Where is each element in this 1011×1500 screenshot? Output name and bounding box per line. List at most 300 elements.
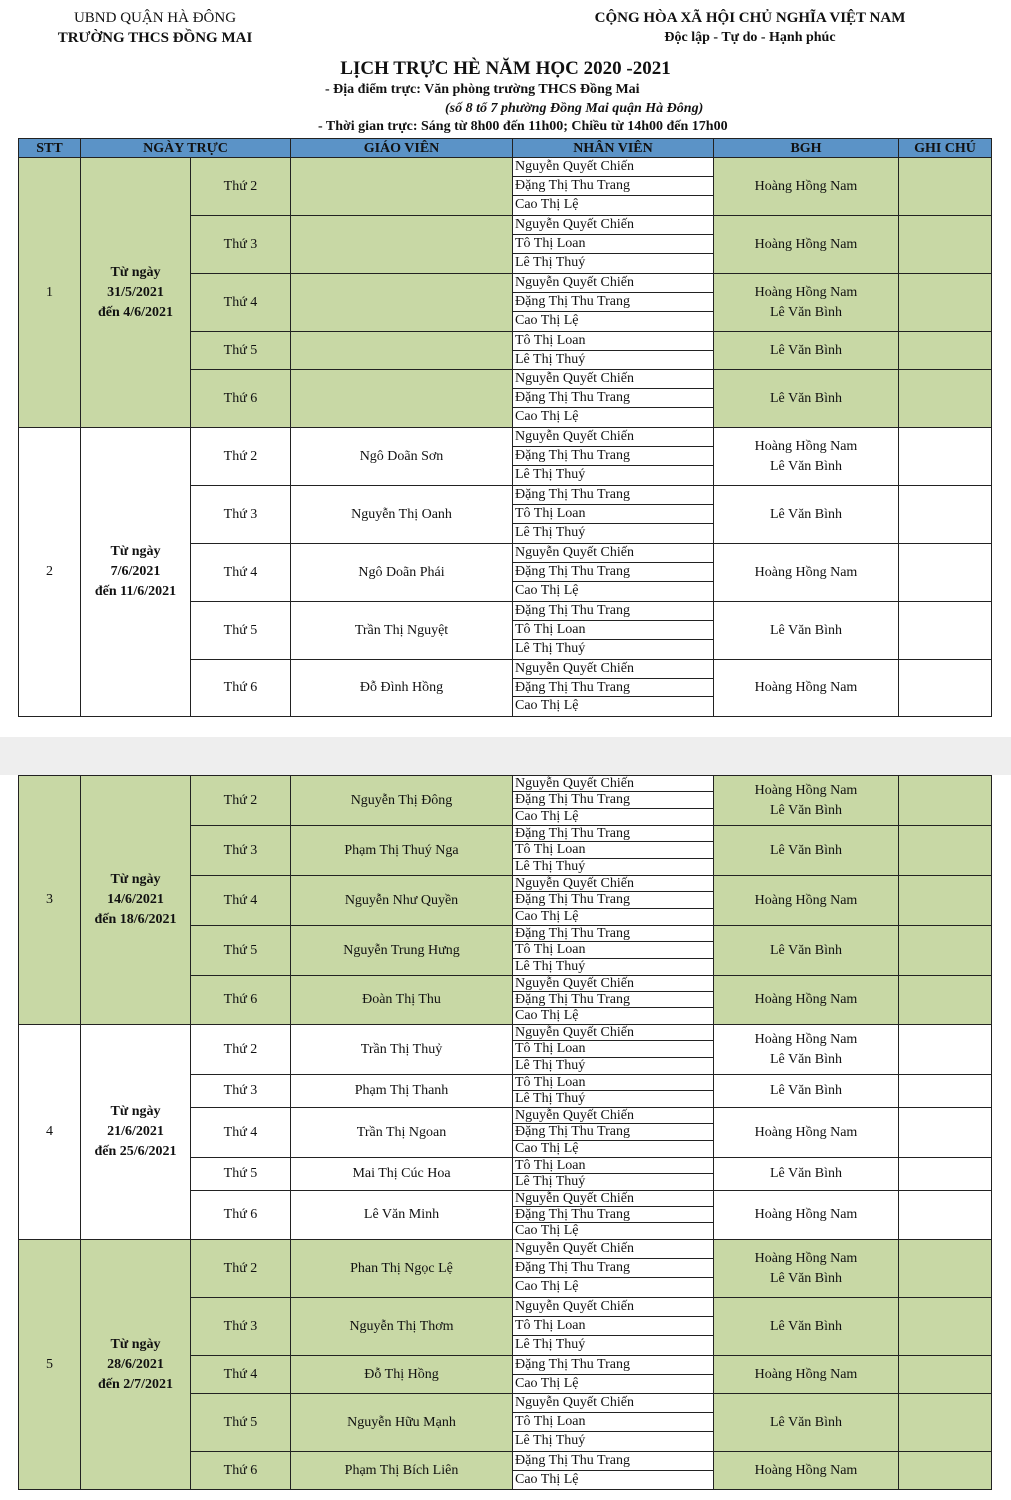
staff-name: Cao Thị Lệ — [515, 1008, 579, 1023]
day-cell: Thứ 6 — [191, 370, 291, 428]
bgh-cell — [714, 486, 899, 544]
teacher-cell: Ngô Doãn Sơn — [291, 428, 513, 486]
staff-cell — [513, 274, 714, 332]
staff-cell — [513, 1108, 714, 1158]
day-cell: Thứ 3 — [191, 216, 291, 274]
staff-name: Nguyễn Quyết Chiến — [513, 544, 713, 563]
note-cell — [899, 1158, 992, 1191]
day-cell: Thứ 4 — [191, 1108, 291, 1158]
teacher-cell: Nguyễn Như Quyền — [291, 876, 513, 926]
day-cell: Thứ 6 — [191, 1191, 291, 1240]
teacher-cell: Nguyễn Thị Đông — [291, 776, 513, 826]
staff-name: Nguyễn Quyết Chiến — [513, 274, 713, 293]
staff-name: Đặng Thị Thu Trang — [513, 792, 713, 808]
note-cell — [899, 1108, 992, 1158]
bgh-cell — [714, 776, 899, 826]
period-cell — [81, 776, 191, 1025]
note-cell — [899, 826, 992, 876]
staff-cell — [513, 1394, 714, 1452]
note-cell — [899, 332, 992, 370]
bgh-cell — [714, 1240, 899, 1298]
staff-list — [513, 602, 713, 659]
day-cell: Thứ 4 — [191, 1356, 291, 1394]
note-cell — [899, 158, 992, 216]
teacher-cell: Lê Văn Minh — [291, 1191, 513, 1240]
staff-cell — [513, 1075, 714, 1108]
staff-name: Lê Thị Thuý — [515, 858, 586, 874]
staff-name: Tô Thị Loan — [513, 1413, 713, 1432]
stt-cell: 5 — [19, 1240, 81, 1490]
staff-list — [513, 776, 713, 825]
bgh-cell — [714, 926, 899, 976]
note-cell — [899, 602, 992, 660]
staff-name: Cao Thị Lệ — [515, 808, 579, 824]
note-cell — [899, 544, 992, 602]
staff-name: Nguyễn Quyết Chiến — [513, 660, 713, 679]
bgh-cell — [714, 1298, 899, 1356]
day-cell: Thứ 6 — [191, 976, 291, 1025]
staff-cell — [513, 370, 714, 428]
table-row — [19, 1240, 992, 1298]
page-title: LỊCH TRỰC HÈ NĂM HỌC 2020 -2021 — [340, 58, 671, 79]
period-line: 31/5/2021 — [107, 284, 164, 300]
period-line: 28/6/2021 — [107, 1356, 164, 1372]
teacher-cell: Nguyễn Thị Oanh — [291, 486, 513, 544]
day-cell: Thứ 2 — [191, 428, 291, 486]
bgh-name: Hoàng Hồng Nam — [754, 1366, 858, 1382]
period-line: đến 2/7/2021 — [97, 1376, 174, 1392]
staff-name: Cao Thị Lệ — [515, 197, 579, 212]
period-line: Từ ngày — [110, 264, 161, 280]
staff-name: Nguyễn Quyết Chiến — [513, 158, 713, 177]
bgh-name: Lê Văn Bình — [769, 1051, 843, 1067]
day-cell: Thứ 2 — [191, 158, 291, 216]
bgh-cell — [714, 1191, 899, 1240]
bgh-name: Lê Văn Bình — [769, 458, 843, 474]
period-line: Từ ngày — [110, 872, 161, 887]
staff-name: Tô Thị Loan — [513, 1158, 713, 1174]
note-cell — [899, 1394, 992, 1452]
teacher-cell — [291, 216, 513, 274]
staff-cell — [513, 602, 714, 660]
teacher-cell: Đoàn Thị Thu — [291, 976, 513, 1025]
bgh-cell — [714, 876, 899, 926]
col-giao-vien: GIÁO VIÊN — [291, 139, 513, 158]
staff-name: Đặng Thị Thu Trang — [513, 563, 713, 582]
note-cell — [899, 1191, 992, 1240]
teacher-cell: Phạm Thị Bích Liên — [291, 1452, 513, 1490]
bgh-cell — [714, 1075, 899, 1108]
staff-name: Đặng Thị Thu Trang — [513, 1124, 713, 1140]
day-cell: Thứ 5 — [191, 602, 291, 660]
bgh-name: Lê Văn Bình — [769, 1414, 843, 1430]
staff-cell — [513, 1191, 714, 1240]
staff-name: Đặng Thị Thu Trang — [513, 293, 713, 312]
col-bgh: BGH — [714, 139, 899, 158]
staff-name: Lê Thị Thuý — [515, 1091, 586, 1106]
staff-name: Tô Thị Loan — [513, 1317, 713, 1336]
bgh-cell — [714, 826, 899, 876]
staff-name: Lê Thị Thuý — [515, 255, 586, 270]
org-line-2: TRƯỜNG THCS ĐỒNG MAI — [57, 30, 253, 46]
note-cell — [899, 1356, 992, 1394]
bgh-cell — [714, 1356, 899, 1394]
stt-cell: 4 — [19, 1025, 81, 1240]
bgh-cell — [714, 1158, 899, 1191]
staff-cell — [513, 1452, 714, 1490]
staff-list — [513, 1452, 713, 1489]
staff-name: Đặng Thị Thu Trang — [513, 177, 713, 196]
staff-name: Đặng Thị Thu Trang — [513, 1452, 713, 1471]
staff-name: Nguyễn Quyết Chiến — [513, 976, 713, 992]
bgh-cell — [714, 158, 899, 216]
bgh-name: Lê Văn Bình — [769, 942, 843, 958]
table-row — [19, 776, 992, 826]
bgh-name: Hoàng Hồng Nam — [754, 1250, 858, 1266]
note-cell — [899, 1240, 992, 1298]
day-cell: Thứ 2 — [191, 1025, 291, 1075]
staff-list — [513, 1394, 713, 1451]
day-cell: Thứ 3 — [191, 1075, 291, 1108]
period-line: Từ ngày — [110, 1336, 161, 1352]
staff-list — [513, 428, 713, 485]
staff-name: Nguyễn Quyết Chiến — [513, 1298, 713, 1317]
staff-list — [513, 1108, 713, 1157]
teacher-cell: Mai Thị Cúc Hoa — [291, 1158, 513, 1191]
bgh-name: Lê Văn Bình — [769, 1270, 843, 1286]
staff-name: Tô Thị Loan — [513, 942, 713, 958]
day-cell: Thứ 4 — [191, 274, 291, 332]
note-cell — [899, 1025, 992, 1075]
staff-name: Nguyễn Quyết Chiến — [513, 428, 713, 447]
day-cell: Thứ 3 — [191, 486, 291, 544]
stt-cell: 1 — [19, 158, 81, 428]
staff-name: Nguyễn Quyết Chiến — [513, 1240, 713, 1259]
teacher-cell: Trần Thị Ngoan — [291, 1108, 513, 1158]
staff-name: Đặng Thị Thu Trang — [513, 389, 713, 408]
bgh-name: Lê Văn Bình — [769, 1318, 843, 1334]
bgh-name: Lê Văn Bình — [769, 342, 843, 358]
staff-name: Đặng Thị Thu Trang — [513, 486, 713, 505]
staff-name: Tô Thị Loan — [513, 621, 713, 640]
staff-cell — [513, 428, 714, 486]
staff-list — [513, 216, 713, 273]
col-ngay-truc: NGÀY TRỰC — [81, 139, 291, 158]
period-line: đến 18/6/2021 — [94, 912, 177, 927]
staff-name: Nguyễn Quyết Chiến — [513, 1025, 713, 1041]
staff-name: Nguyễn Quyết Chiến — [513, 216, 713, 235]
staff-cell — [513, 926, 714, 976]
note-cell — [899, 486, 992, 544]
teacher-cell — [291, 274, 513, 332]
bgh-name: Hoàng Hồng Nam — [754, 178, 858, 194]
time-line: - Thời gian trực: Sáng từ 8h00 đến 11h00; Chiều từ 14h00 đến 17h00 — [318, 119, 728, 134]
staff-name: Lê Thị Thuý — [515, 525, 586, 540]
bgh-name: Hoàng Hồng Nam — [754, 892, 858, 908]
staff-name: Nguyễn Quyết Chiến — [513, 1191, 713, 1207]
note-cell — [899, 926, 992, 976]
period-line: Từ ngày — [110, 544, 161, 559]
staff-list — [513, 544, 713, 601]
note-cell — [899, 428, 992, 486]
nation-line-2: Độc lập - Tự do - Hạnh phúc — [664, 30, 836, 45]
staff-cell — [513, 158, 714, 216]
staff-list — [513, 876, 713, 925]
staff-cell — [513, 660, 714, 717]
staff-list — [513, 158, 713, 215]
staff-cell — [513, 216, 714, 274]
bgh-cell — [714, 660, 899, 717]
period-line: đến 25/6/2021 — [94, 1144, 177, 1159]
staff-name: Nguyễn Quyết Chiến — [513, 876, 713, 892]
bgh-name: Hoàng Hồng Nam — [754, 1031, 858, 1047]
staff-cell — [513, 332, 714, 370]
org-line-1: UBND QUẬN HÀ ĐÔNG — [73, 10, 237, 26]
bgh-name: Hoàng Hồng Nam — [754, 782, 858, 798]
stt-cell: 2 — [19, 428, 81, 717]
bgh-cell — [714, 544, 899, 602]
note-cell — [899, 660, 992, 717]
period-line: đến 4/6/2021 — [97, 304, 174, 320]
staff-list — [513, 332, 713, 369]
teacher-cell — [291, 158, 513, 216]
staff-name: Tô Thị Loan — [513, 235, 713, 254]
period-cell — [81, 158, 191, 428]
staff-name: Nguyễn Quyết Chiến — [513, 1394, 713, 1413]
staff-name: Đặng Thị Thu Trang — [513, 679, 713, 698]
staff-name: Đặng Thị Thu Trang — [513, 1207, 713, 1223]
bgh-cell — [714, 976, 899, 1025]
staff-list — [513, 976, 713, 1024]
staff-name: Tô Thị Loan — [513, 1041, 713, 1057]
bgh-cell — [714, 370, 899, 428]
note-cell — [899, 876, 992, 926]
staff-cell — [513, 544, 714, 602]
staff-cell — [513, 486, 714, 544]
staff-list — [513, 1075, 713, 1107]
bgh-cell — [714, 1452, 899, 1490]
period-cell — [81, 428, 191, 717]
day-cell: Thứ 6 — [191, 660, 291, 717]
day-cell: Thứ 3 — [191, 826, 291, 876]
bgh-cell — [714, 428, 899, 486]
stt-cell: 3 — [19, 776, 81, 1025]
col-nhan-vien: NHÂN VIÊN — [513, 139, 714, 158]
staff-cell — [513, 776, 714, 826]
staff-list — [513, 370, 713, 427]
bgh-name: Lê Văn Bình — [769, 1083, 843, 1098]
staff-name: Lê Thị Thuý — [515, 958, 586, 974]
bgh-cell — [714, 216, 899, 274]
teacher-cell: Đỗ Đình Hồng — [291, 660, 513, 717]
staff-name: Nguyễn Quyết Chiến — [513, 776, 713, 792]
period-cell — [81, 1025, 191, 1240]
teacher-cell: Nguyễn Thị Thơm — [291, 1298, 513, 1356]
staff-name: Lê Thị Thuý — [515, 1433, 586, 1448]
staff-list — [513, 1356, 713, 1393]
day-cell: Thứ 6 — [191, 1452, 291, 1490]
note-cell — [899, 1452, 992, 1490]
staff-name: Cao Thị Lệ — [515, 583, 579, 598]
staff-name: Lê Thị Thuý — [515, 641, 586, 656]
bgh-name: Hoàng Hồng Nam — [754, 564, 858, 580]
staff-list — [513, 826, 713, 875]
note-cell — [899, 216, 992, 274]
staff-name: Cao Thị Lệ — [515, 409, 579, 424]
bgh-name: Lê Văn Bình — [769, 390, 843, 406]
staff-cell — [513, 1158, 714, 1191]
table-row — [19, 1025, 992, 1075]
period-cell — [81, 1240, 191, 1490]
teacher-cell: Phan Thị Ngọc Lệ — [291, 1240, 513, 1298]
staff-name: Cao Thị Lệ — [515, 698, 579, 714]
col-ghi-chu: GHI CHÚ — [899, 139, 992, 158]
staff-name: Đặng Thị Thu Trang — [513, 826, 713, 842]
staff-name: Tô Thị Loan — [513, 332, 713, 351]
staff-name: Đặng Thị Thu Trang — [513, 992, 713, 1008]
staff-cell — [513, 1240, 714, 1298]
staff-list — [513, 1298, 713, 1355]
bgh-cell — [714, 1394, 899, 1452]
nation-line-1: CỘNG HÒA XÃ HỘI CHỦ NGHĨA VIỆT NAM — [594, 10, 906, 26]
staff-cell — [513, 826, 714, 876]
staff-name: Cao Thị Lệ — [515, 313, 579, 328]
day-cell: Thứ 2 — [191, 776, 291, 826]
period-line: 14/6/2021 — [107, 892, 164, 907]
staff-cell — [513, 1356, 714, 1394]
bgh-name: Lê Văn Bình — [769, 622, 843, 638]
staff-name: Cao Thị Lệ — [515, 1471, 579, 1487]
bgh-name: Lê Văn Bình — [769, 1166, 843, 1181]
teacher-cell: Ngô Doãn Phái — [291, 544, 513, 602]
staff-list — [513, 1025, 713, 1074]
period-line: đến 11/6/2021 — [94, 584, 177, 599]
staff-list — [513, 486, 713, 543]
teacher-cell: Phạm Thị Thuý Nga — [291, 826, 513, 876]
period-line: 21/6/2021 — [107, 1124, 164, 1139]
staff-name: Cao Thị Lệ — [515, 1375, 579, 1391]
staff-name: Cao Thị Lệ — [515, 1140, 579, 1156]
day-cell: Thứ 5 — [191, 1158, 291, 1191]
staff-name: Lê Thị Thuý — [515, 1337, 586, 1352]
teacher-cell: Nguyễn Hữu Mạnh — [291, 1394, 513, 1452]
staff-cell — [513, 876, 714, 926]
schedule-table-page-2 — [18, 775, 992, 1490]
staff-list — [513, 274, 713, 331]
staff-list — [513, 1158, 713, 1190]
staff-name: Đặng Thị Thu Trang — [513, 602, 713, 621]
staff-name: Tô Thị Loan — [513, 842, 713, 858]
day-cell: Thứ 4 — [191, 876, 291, 926]
bgh-cell — [714, 602, 899, 660]
day-cell: Thứ 5 — [191, 1394, 291, 1452]
day-cell: Thứ 2 — [191, 1240, 291, 1298]
bgh-cell — [714, 1108, 899, 1158]
day-cell: Thứ 3 — [191, 1298, 291, 1356]
day-cell: Thứ 5 — [191, 332, 291, 370]
day-cell: Thứ 5 — [191, 926, 291, 976]
bgh-name: Lê Văn Bình — [769, 842, 843, 858]
day-cell: Thứ 4 — [191, 544, 291, 602]
staff-name: Cao Thị Lệ — [515, 1279, 579, 1294]
staff-name: Đặng Thị Thu Trang — [513, 1356, 713, 1375]
note-cell — [899, 370, 992, 428]
staff-name: Tô Thị Loan — [513, 505, 713, 524]
org-header — [20, 8, 290, 48]
staff-name: Đặng Thị Thu Trang — [513, 926, 713, 942]
staff-name: Nguyễn Quyết Chiến — [513, 370, 713, 389]
staff-cell — [513, 1298, 714, 1356]
location-line: - Địa điểm trực: Văn phòng trường THCS Đồng Mai — [325, 82, 640, 97]
staff-name: Nguyễn Quyết Chiến — [513, 1108, 713, 1124]
note-cell — [899, 274, 992, 332]
bgh-name: Hoàng Hồng Nam — [754, 1462, 858, 1478]
staff-name: Lê Thị Thuý — [515, 1057, 586, 1073]
staff-list — [513, 1191, 713, 1239]
staff-name: Lê Thị Thuý — [515, 1174, 586, 1189]
staff-name: Lê Thị Thuý — [515, 467, 586, 482]
bgh-name: Lê Văn Bình — [769, 304, 843, 320]
period-line: 7/6/2021 — [110, 564, 161, 579]
col-stt: STT — [19, 139, 81, 158]
period-line: Từ ngày — [110, 1104, 161, 1119]
staff-name: Cao Thị Lệ — [515, 908, 579, 924]
staff-name: Đặng Thị Thu Trang — [513, 892, 713, 908]
teacher-cell: Trần Thị Thuỷ — [291, 1025, 513, 1075]
staff-list — [513, 1240, 713, 1297]
bgh-cell — [714, 274, 899, 332]
note-cell — [899, 776, 992, 826]
table-row — [19, 158, 992, 216]
schedule-table-page-1 — [18, 138, 992, 717]
teacher-cell: Phạm Thị Thanh — [291, 1075, 513, 1108]
bgh-name: Hoàng Hồng Nam — [754, 284, 858, 300]
table-row — [19, 428, 992, 486]
bgh-name: Hoàng Hồng Nam — [754, 1124, 858, 1140]
staff-name: Tô Thị Loan — [513, 1075, 713, 1091]
table-header-row — [19, 139, 992, 158]
address-line: (số 8 tổ 7 phường Đồng Mai quận Hà Đông) — [445, 101, 704, 116]
note-cell — [899, 1298, 992, 1356]
bgh-cell — [714, 332, 899, 370]
staff-cell — [513, 976, 714, 1025]
staff-name: Đặng Thị Thu Trang — [513, 447, 713, 466]
bgh-name: Hoàng Hồng Nam — [754, 1207, 858, 1222]
staff-name: Đặng Thị Thu Trang — [513, 1259, 713, 1278]
nation-header — [560, 8, 940, 48]
teacher-cell: Đỗ Thị Hồng — [291, 1356, 513, 1394]
page-break — [0, 737, 1011, 775]
teacher-cell: Trần Thị Nguyệt — [291, 602, 513, 660]
teacher-cell — [291, 332, 513, 370]
staff-list — [513, 926, 713, 975]
staff-name: Lê Thị Thuý — [515, 351, 586, 367]
staff-name: Cao Thị Lệ — [515, 1223, 579, 1238]
teacher-cell — [291, 370, 513, 428]
bgh-name: Hoàng Hồng Nam — [754, 680, 858, 695]
bgh-name: Lê Văn Bình — [769, 802, 843, 818]
note-cell — [899, 1075, 992, 1108]
note-cell — [899, 976, 992, 1025]
bgh-name: Hoàng Hồng Nam — [754, 236, 858, 252]
bgh-name: Hoàng Hồng Nam — [754, 992, 858, 1007]
staff-list — [513, 660, 713, 716]
staff-cell — [513, 1025, 714, 1075]
bgh-cell — [714, 1025, 899, 1075]
bgh-name: Lê Văn Bình — [769, 506, 843, 522]
bgh-name: Hoàng Hồng Nam — [754, 438, 858, 454]
teacher-cell: Nguyễn Trung Hưng — [291, 926, 513, 976]
